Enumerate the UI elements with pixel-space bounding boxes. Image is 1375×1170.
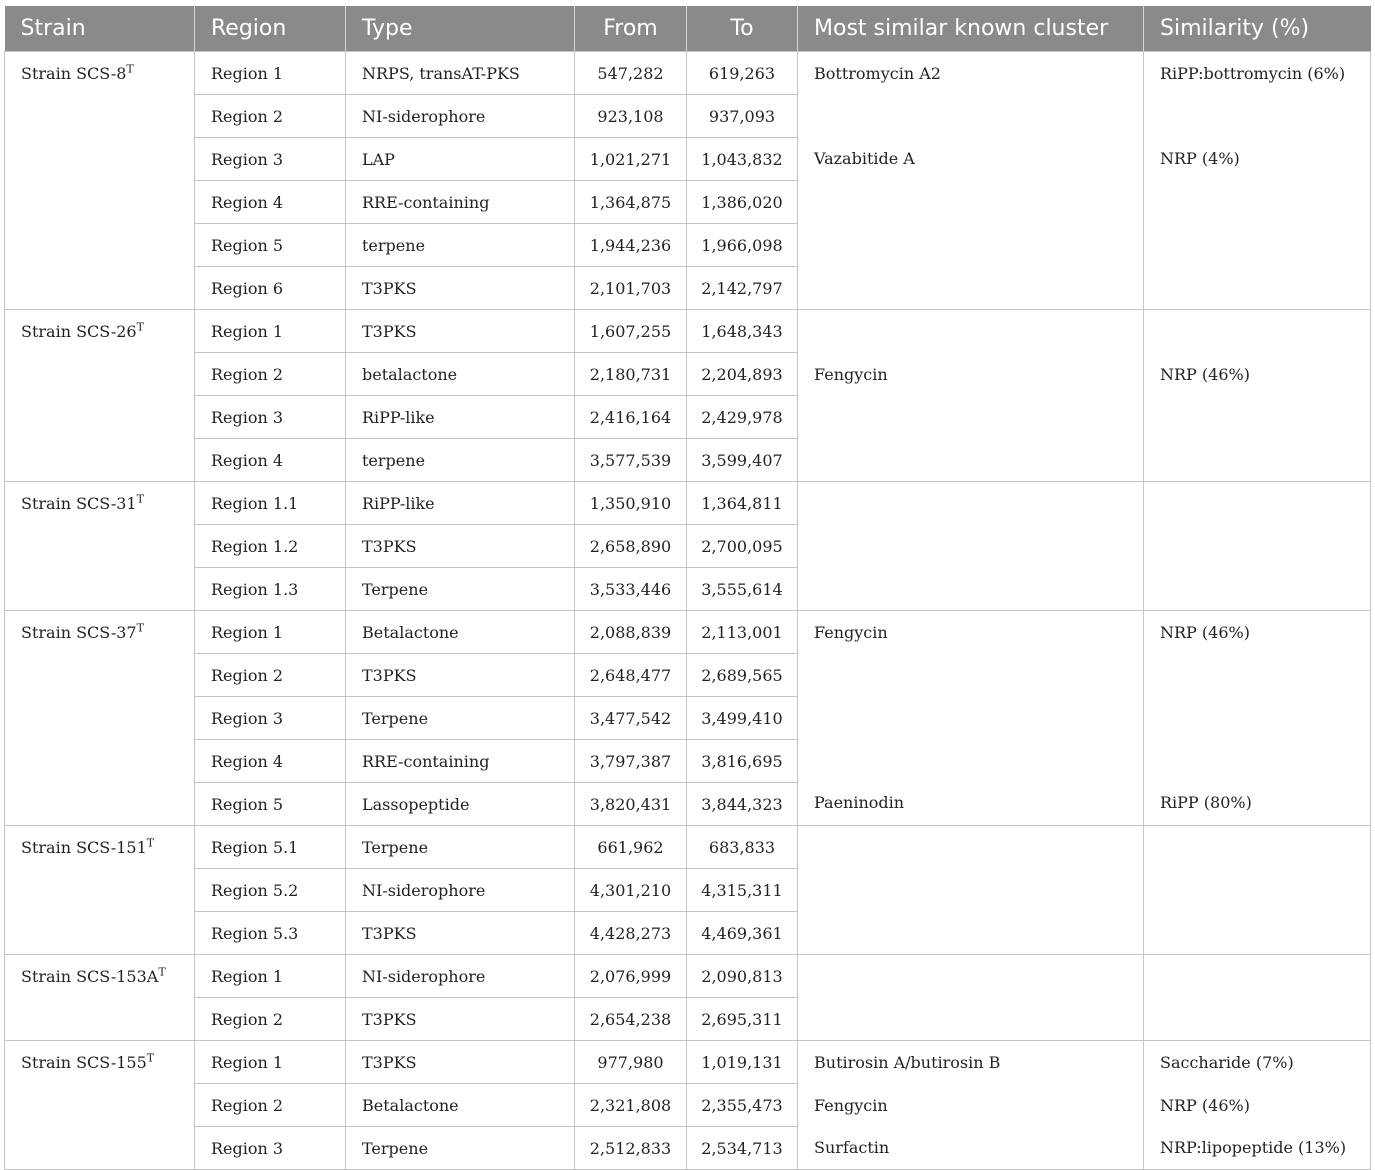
table-row bbox=[5, 826, 1371, 869]
table-row bbox=[5, 1041, 1371, 1084]
strain-name: Strain SCS-153A bbox=[21, 967, 159, 986]
similarity-value bbox=[1160, 881, 1354, 924]
table-row bbox=[5, 52, 1371, 95]
from-cell: 1,364,875 bbox=[575, 181, 687, 224]
strain-name: Strain SCS-26 bbox=[21, 322, 137, 341]
type-strain-superscript: T bbox=[126, 62, 134, 76]
type-cell: Terpene bbox=[346, 1127, 575, 1170]
similarity-value bbox=[1160, 407, 1354, 450]
cluster-name bbox=[814, 881, 1127, 924]
to-cell: 1,364,811 bbox=[687, 482, 798, 525]
to-cell: 2,113,001 bbox=[687, 611, 798, 654]
region-cell: Region 5.1 bbox=[195, 826, 346, 869]
type-cell: RRE-containing bbox=[346, 181, 575, 224]
cluster-name: Vazabitide A bbox=[814, 149, 915, 168]
cluster-cell: Butirosin A/butirosin B Fengycin Surfactin bbox=[798, 1041, 1144, 1170]
type-cell: Betalactone bbox=[346, 1084, 575, 1127]
from-cell: 1,021,271 bbox=[575, 138, 687, 181]
from-cell: 923,108 bbox=[575, 95, 687, 138]
to-cell: 1,043,832 bbox=[687, 138, 798, 181]
from-cell: 2,512,833 bbox=[575, 1127, 687, 1170]
similarity-cell bbox=[1144, 52, 1371, 310]
similarity-value: RiPP:bottromycin (6%) bbox=[1160, 64, 1346, 83]
table-row bbox=[5, 611, 1371, 654]
from-cell: 2,101,703 bbox=[575, 267, 687, 310]
region-cell: Region 5 bbox=[195, 783, 346, 826]
cluster-name bbox=[814, 234, 1127, 277]
region-cell: Region 3 bbox=[195, 138, 346, 181]
strain-cell bbox=[5, 52, 195, 310]
region-cell: Region 5.2 bbox=[195, 869, 346, 912]
to-cell: 2,689,565 bbox=[687, 654, 798, 697]
similarity-cell: Saccharide (7%) NRP (46%) NRP:lipopeptide (13%) bbox=[1144, 1041, 1371, 1170]
region-cell: Region 1 bbox=[195, 955, 346, 998]
region-cell: Region 4 bbox=[195, 439, 346, 482]
similarity-value: NRP (4%) bbox=[1160, 149, 1240, 168]
to-cell: 2,429,978 bbox=[687, 396, 798, 439]
type-cell: Terpene bbox=[346, 568, 575, 611]
from-cell: 3,797,387 bbox=[575, 740, 687, 783]
similarity-value bbox=[1160, 708, 1354, 751]
type-cell: Terpene bbox=[346, 697, 575, 740]
to-cell: 4,469,361 bbox=[687, 912, 798, 955]
to-cell: 3,555,614 bbox=[687, 568, 798, 611]
cluster-name bbox=[814, 751, 1127, 794]
strain-name: Strain SCS-8 bbox=[21, 64, 127, 83]
header-similarity: Similarity (%) bbox=[1144, 6, 1371, 52]
from-cell: 2,648,477 bbox=[575, 654, 687, 697]
region-cell: Region 2 bbox=[195, 654, 346, 697]
strain-cell bbox=[5, 955, 195, 1041]
region-cell: Region 2 bbox=[195, 998, 346, 1041]
to-cell: 2,355,473 bbox=[687, 1084, 798, 1127]
similarity-cell bbox=[1144, 482, 1371, 611]
header-strain: Strain bbox=[5, 6, 195, 52]
type-cell: NI-siderophore bbox=[346, 955, 575, 998]
type-cell: T3PKS bbox=[346, 525, 575, 568]
from-cell: 3,533,446 bbox=[575, 568, 687, 611]
similarity-value bbox=[1160, 967, 1354, 1010]
similarity-value: Saccharide (7%) bbox=[1160, 1053, 1294, 1072]
similarity-value bbox=[1160, 666, 1354, 709]
similarity-value bbox=[1160, 751, 1354, 794]
type-cell: RiPP-like bbox=[346, 396, 575, 439]
from-cell: 2,321,808 bbox=[575, 1084, 687, 1127]
similarity-value bbox=[1160, 107, 1354, 150]
cluster-cell bbox=[798, 955, 1144, 1041]
region-cell: Region 1 bbox=[195, 1041, 346, 1084]
strain-cell bbox=[5, 826, 195, 955]
from-cell: 547,282 bbox=[575, 52, 687, 95]
type-cell: Lassopeptide bbox=[346, 783, 575, 826]
similarity-value: NRP (46%) bbox=[1160, 364, 1250, 384]
type-cell: terpene bbox=[346, 439, 575, 482]
type-strain-superscript: T bbox=[136, 320, 144, 334]
type-strain-superscript: T bbox=[146, 836, 155, 850]
similarity-cell bbox=[1144, 826, 1371, 955]
from-cell: 977,980 bbox=[575, 1041, 687, 1084]
type-cell: RiPP-like bbox=[346, 482, 575, 525]
type-cell: NRPS, transAT-PKS bbox=[346, 52, 575, 95]
from-cell: 3,477,542 bbox=[575, 697, 687, 740]
strain-name: Strain SCS-151 bbox=[21, 838, 147, 857]
from-cell: 4,428,273 bbox=[575, 912, 687, 955]
region-cell: Region 1 bbox=[195, 310, 346, 353]
type-cell: T3PKS bbox=[346, 912, 575, 955]
header-type: Type bbox=[346, 6, 575, 52]
region-cell: Region 1.1 bbox=[195, 482, 346, 525]
header-to: To bbox=[687, 6, 798, 52]
region-cell: Region 1 bbox=[195, 611, 346, 654]
cluster-name bbox=[814, 322, 1127, 365]
cluster-name bbox=[814, 407, 1127, 450]
to-cell: 3,816,695 bbox=[687, 740, 798, 783]
type-strain-superscript: T bbox=[136, 621, 144, 635]
to-cell: 2,695,311 bbox=[687, 998, 798, 1041]
similarity-value bbox=[1160, 192, 1354, 235]
region-cell: Region 3 bbox=[195, 697, 346, 740]
similarity-value: NRP (46%) bbox=[1160, 1095, 1250, 1115]
region-cell: Region 4 bbox=[195, 740, 346, 783]
region-cell: Region 2 bbox=[195, 1084, 346, 1127]
region-cell: Region 1 bbox=[195, 52, 346, 95]
to-cell: 4,315,311 bbox=[687, 869, 798, 912]
to-cell: 2,204,893 bbox=[687, 353, 798, 396]
strain-cell bbox=[5, 482, 195, 611]
from-cell: 1,350,910 bbox=[575, 482, 687, 525]
similarity-cell bbox=[1144, 955, 1371, 1041]
cluster-name bbox=[814, 708, 1127, 751]
region-cell: Region 5.3 bbox=[195, 912, 346, 955]
table-row bbox=[5, 482, 1371, 525]
type-cell: LAP bbox=[346, 138, 575, 181]
cluster-name bbox=[814, 537, 1127, 580]
cluster-name bbox=[814, 192, 1127, 235]
region-cell: Region 3 bbox=[195, 396, 346, 439]
strain-cell bbox=[5, 310, 195, 482]
similarity-value: NRP (46%) bbox=[1160, 623, 1250, 642]
from-cell: 2,076,999 bbox=[575, 955, 687, 998]
cluster-name: Bottromycin A2 bbox=[814, 64, 941, 83]
strain-name: Strain SCS-31 bbox=[21, 494, 137, 513]
region-cell: Region 6 bbox=[195, 267, 346, 310]
from-cell: 2,654,238 bbox=[575, 998, 687, 1041]
cluster-name: Fengycin bbox=[814, 364, 888, 384]
to-cell: 3,599,407 bbox=[687, 439, 798, 482]
type-cell: T3PKS bbox=[346, 310, 575, 353]
from-cell: 661,962 bbox=[575, 826, 687, 869]
from-cell: 2,180,731 bbox=[575, 353, 687, 396]
cluster-cell bbox=[798, 310, 1144, 482]
bgc-table bbox=[4, 6, 1371, 1170]
region-cell: Region 1.2 bbox=[195, 525, 346, 568]
header-region: Region bbox=[195, 6, 346, 52]
type-cell: T3PKS bbox=[346, 1041, 575, 1084]
region-cell: Region 4 bbox=[195, 181, 346, 224]
region-cell: Region 5 bbox=[195, 224, 346, 267]
to-cell: 1,019,131 bbox=[687, 1041, 798, 1084]
cluster-cell: Fengycin Paeninodin bbox=[798, 611, 1144, 826]
to-cell: 3,499,410 bbox=[687, 697, 798, 740]
table-row bbox=[5, 310, 1371, 353]
type-cell: T3PKS bbox=[346, 998, 575, 1041]
from-cell: 2,658,890 bbox=[575, 525, 687, 568]
type-cell: NI-siderophore bbox=[346, 869, 575, 912]
cluster-cell bbox=[798, 826, 1144, 955]
cluster-name bbox=[814, 838, 1127, 881]
to-cell: 1,386,020 bbox=[687, 181, 798, 224]
table-row bbox=[5, 955, 1371, 998]
similarity-cell bbox=[1144, 310, 1371, 482]
from-cell: 2,416,164 bbox=[575, 396, 687, 439]
type-cell: Terpene bbox=[346, 826, 575, 869]
region-cell: Region 2 bbox=[195, 95, 346, 138]
to-cell: 683,833 bbox=[687, 826, 798, 869]
cluster-name bbox=[814, 107, 1127, 150]
region-cell: Region 3 bbox=[195, 1127, 346, 1170]
cluster-name: Fengycin bbox=[814, 1095, 888, 1115]
to-cell: 3,844,323 bbox=[687, 783, 798, 826]
strain-name: Strain SCS-37 bbox=[21, 623, 137, 642]
to-cell: 2,090,813 bbox=[687, 955, 798, 998]
cluster-cell bbox=[798, 52, 1144, 310]
table-body bbox=[5, 52, 1371, 1170]
type-strain-superscript: T bbox=[146, 1051, 155, 1065]
from-cell: 3,820,431 bbox=[575, 783, 687, 826]
type-cell: betalactone bbox=[346, 353, 575, 396]
from-cell: 1,607,255 bbox=[575, 310, 687, 353]
similarity-value bbox=[1160, 838, 1354, 881]
to-cell: 2,700,095 bbox=[687, 525, 798, 568]
from-cell: 3,577,539 bbox=[575, 439, 687, 482]
type-cell: T3PKS bbox=[346, 267, 575, 310]
type-strain-superscript: T bbox=[136, 492, 144, 506]
similarity-value bbox=[1160, 494, 1354, 537]
to-cell: 2,142,797 bbox=[687, 267, 798, 310]
from-cell: 2,088,839 bbox=[575, 611, 687, 654]
strain-name: Strain SCS-155 bbox=[21, 1053, 147, 1072]
header-cluster: Most similar known cluster bbox=[798, 6, 1144, 52]
header-from: From bbox=[575, 6, 687, 52]
similarity-cell: NRP (46%) RiPP (80%) bbox=[1144, 611, 1371, 826]
to-cell: 937,093 bbox=[687, 95, 798, 138]
header-row bbox=[5, 6, 1371, 52]
cluster-cell bbox=[798, 482, 1144, 611]
table-header bbox=[5, 6, 1371, 52]
type-strain-superscript: T bbox=[158, 965, 166, 979]
to-cell: 1,648,343 bbox=[687, 310, 798, 353]
type-cell: terpene bbox=[346, 224, 575, 267]
to-cell: 619,263 bbox=[687, 52, 798, 95]
type-cell: NI-siderophore bbox=[346, 95, 575, 138]
similarity-value bbox=[1160, 537, 1354, 580]
from-cell: 4,301,210 bbox=[575, 869, 687, 912]
cluster-name bbox=[814, 967, 1127, 1010]
strain-cell bbox=[5, 611, 195, 826]
type-cell: Betalactone bbox=[346, 611, 575, 654]
region-cell: Region 1.3 bbox=[195, 568, 346, 611]
cluster-name bbox=[814, 666, 1127, 709]
to-cell: 2,534,713 bbox=[687, 1127, 798, 1170]
cluster-name bbox=[814, 494, 1127, 537]
cluster-name: Fengycin bbox=[814, 623, 888, 642]
from-cell: 1,944,236 bbox=[575, 224, 687, 267]
to-cell: 1,966,098 bbox=[687, 224, 798, 267]
type-cell: RRE-containing bbox=[346, 740, 575, 783]
region-cell: Region 2 bbox=[195, 353, 346, 396]
strain-cell bbox=[5, 1041, 195, 1170]
similarity-value bbox=[1160, 322, 1354, 365]
type-cell: T3PKS bbox=[346, 654, 575, 697]
cluster-name: Butirosin A/butirosin B bbox=[814, 1053, 1001, 1072]
similarity-value bbox=[1160, 234, 1354, 277]
